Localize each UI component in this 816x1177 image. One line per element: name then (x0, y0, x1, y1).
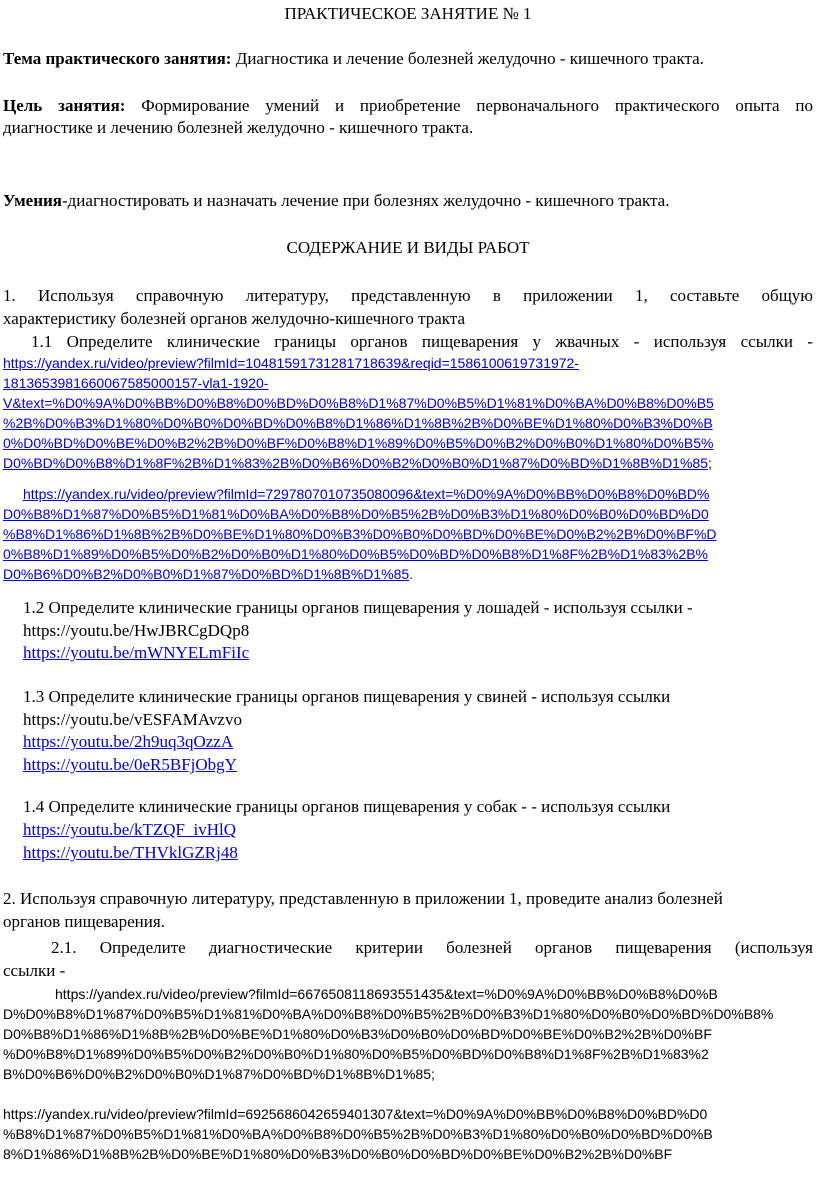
task1-4-link-2[interactable]: https://youtu.be/THVklGZRj48 (23, 843, 238, 862)
url-line: https://yandex.ru/video/preview?filmId=6925686042659401307&text=%D0%9A%D0%BB%D0%B8%D0%BD%D0 (3, 1106, 708, 1122)
link-line[interactable]: D0%B6%D0%B2%D0%B0%D1%87%D0%BD%D1%8B%D1%85 (3, 566, 410, 582)
link-line[interactable]: D0%B8%D1%87%D0%B5%D1%81%D0%BA%D0%B8%D0%B5%2B%D0%B3%D1%80%D0%B0%D0%BD%D0 (3, 506, 709, 522)
link-line[interactable]: 0%D0%BD%D0%BE%D0%B2%2B%D0%BF%D0%B8%D1%89%D0%B5%D0%B2%D0%B0%D1%80%D0%B5% (3, 435, 714, 451)
link-line-last (3, 565, 413, 584)
task1-2-text: 1.2 Определите клинические границы органов пищеварения у лошадей - используя ссылки - (23, 598, 693, 617)
url-line: D%D0%B8%D1%87%D0%B5%D1%81%D0%BA%D0%B8%D0%B5%2B%D0%B3%D1%80%D0%B0%D0%BD%D0%B8% (3, 1006, 774, 1022)
task1-4-text: 1.4 Определите клинические границы органов пищеварения у собак - - используя ссылки (23, 797, 671, 816)
separator: ; (708, 455, 712, 471)
goal-line-1 (3, 96, 813, 116)
link-line[interactable]: 0%B8%D1%89%D0%B5%D0%B2%D0%B0%D1%80%D0%B5%D0%BD%D0%B8%D1%8F%2B%D1%83%2B% (3, 546, 709, 562)
link-line-last (3, 454, 712, 473)
task2-1-line-2: ссылки - (3, 961, 66, 980)
topic-text: Диагностика и лечение болезней желудочно - кишечного тракта. (231, 49, 704, 68)
link-line[interactable]: %2B%D0%B3%D1%80%D0%B0%D0%BD%D0%B8%D1%86%D1%8B%2B%D0%BE%D1%80%D0%B3%D0%B (3, 415, 713, 431)
task1-line-1: 1. Используя справочную литературу, представленную в приложении 1, составьте общую (3, 286, 813, 305)
url-line: D0%B8%D1%86%D1%8B%2B%D0%BE%D1%80%D0%B3%D0%B0%D0%BD%D0%BE%D0%B2%2B%D0%BF (3, 1026, 712, 1042)
skills-line (3, 191, 669, 211)
goal-label: Цель занятия: (3, 96, 126, 115)
section-title: СОДЕРЖАНИЕ И ВИДЫ РАБОТ (286, 238, 530, 257)
task2-line-2: органов пищеварения. (3, 912, 165, 931)
link-line[interactable]: https://yandex.ru/video/preview?filmId=10481591731281718639&reqid=1586100619731972- (3, 355, 580, 371)
url-line: %D0%B8%D1%89%D0%B5%D0%B2%D0%B0%D1%80%D0%B5%D0%BD%D0%B8%D1%8F%2B%D1%83%2 (3, 1046, 709, 1062)
link-line[interactable]: %B8%D1%86%D1%8B%2B%D0%BE%D1%80%D0%B3%D0%B0%D0%BD%D0%BE%D0%B2%2B%D0%BF%D (3, 526, 717, 542)
link-line[interactable]: 1813653981660067585000157-vla1-1920- (3, 375, 269, 391)
link-line[interactable]: V&text=%D0%9A%D0%BB%D0%B8%D0%BD%D0%B8%D1%87%D0%B5%D1%81%D0%BA%D0%B8%D0%B5 (3, 395, 714, 411)
url-line: %B8%D1%87%D0%B5%D1%81%D0%BA%D0%B8%D0%B5%2B%D0%B3%D1%80%D0%B0%D0%BD%D0%B (3, 1126, 713, 1142)
task1-1-text: 1.1 Определите клинические границы органов пищеварения у жвачных - используя ссылки - (31, 332, 813, 351)
goal-line-2: диагностике и лечению болезней желудочно - кишечного тракта. (3, 118, 474, 137)
task1-2-plain-url: https://youtu.be/HwJBRCgDQp8 (23, 621, 250, 640)
topic-label: Тема практического занятия: (3, 49, 232, 68)
task1-line-2: характеристику болезней органов желудочно-кишечного тракта (3, 309, 465, 328)
task1-2-link[interactable]: https://youtu.be/mWNYELmFiIc (23, 643, 250, 662)
task1-3-link-1[interactable]: https://youtu.be/2h9uq3qOzzA (23, 732, 234, 751)
goal-text-1: Формирование умений и приобретение первоначального практического опыта по (125, 96, 813, 115)
task2-line-1: 2. Используя справочную литературу, представленную в приложении 1, проведите анализ болезней (3, 889, 723, 908)
link-line[interactable]: https://yandex.ru/video/preview?filmId=7297807010735080096&text=%D0%9A%D0%BB%D0%B8%D0%BD% (23, 486, 710, 502)
topic-line (3, 49, 704, 69)
skills-text: -диагностировать и назначать лечение при болезнях желудочно - кишечного тракта. (62, 191, 670, 210)
task2-1-line-1: 2.1. Определите диагностические критерии болезней органов пищеварения (используя (51, 938, 813, 957)
link-line[interactable]: D0%BD%D0%B8%D1%8F%2B%D1%83%2B%D0%B6%D0%B2%D0%B0%D1%87%D0%BD%D1%8B%D1%85 (3, 455, 708, 471)
task1-3-text: 1.3 Определите клинические границы органов пищеварения у свиней - используя ссылки (23, 687, 671, 706)
task1-3-plain-url: https://youtu.be/vESFAMAvzvo (23, 710, 242, 729)
separator: . (409, 566, 414, 582)
url-line: 8%D1%86%D1%8B%2B%D0%BE%D1%80%D0%B3%D0%B0%D0%BD%D0%BE%D0%B2%2B%D0%BF (3, 1146, 673, 1162)
page-title: ПРАКТИЧЕСКОЕ ЗАНЯТИЕ № 1 (284, 4, 532, 23)
task1-3-link-2[interactable]: https://youtu.be/0eR5BFjObgY (23, 755, 237, 774)
task1-4-link-1[interactable]: https://youtu.be/kTZQF_ivHlQ (23, 820, 236, 839)
url-line: https://yandex.ru/video/preview?filmId=6676508118693551435&text=%D0%9A%D0%BB%D0%B8%D0%B (55, 986, 718, 1002)
url-line: B%D0%B6%D0%B2%D0%B0%D1%87%D0%BD%D1%8B%D1%85; (3, 1066, 435, 1082)
skills-label: Умения (3, 191, 62, 210)
